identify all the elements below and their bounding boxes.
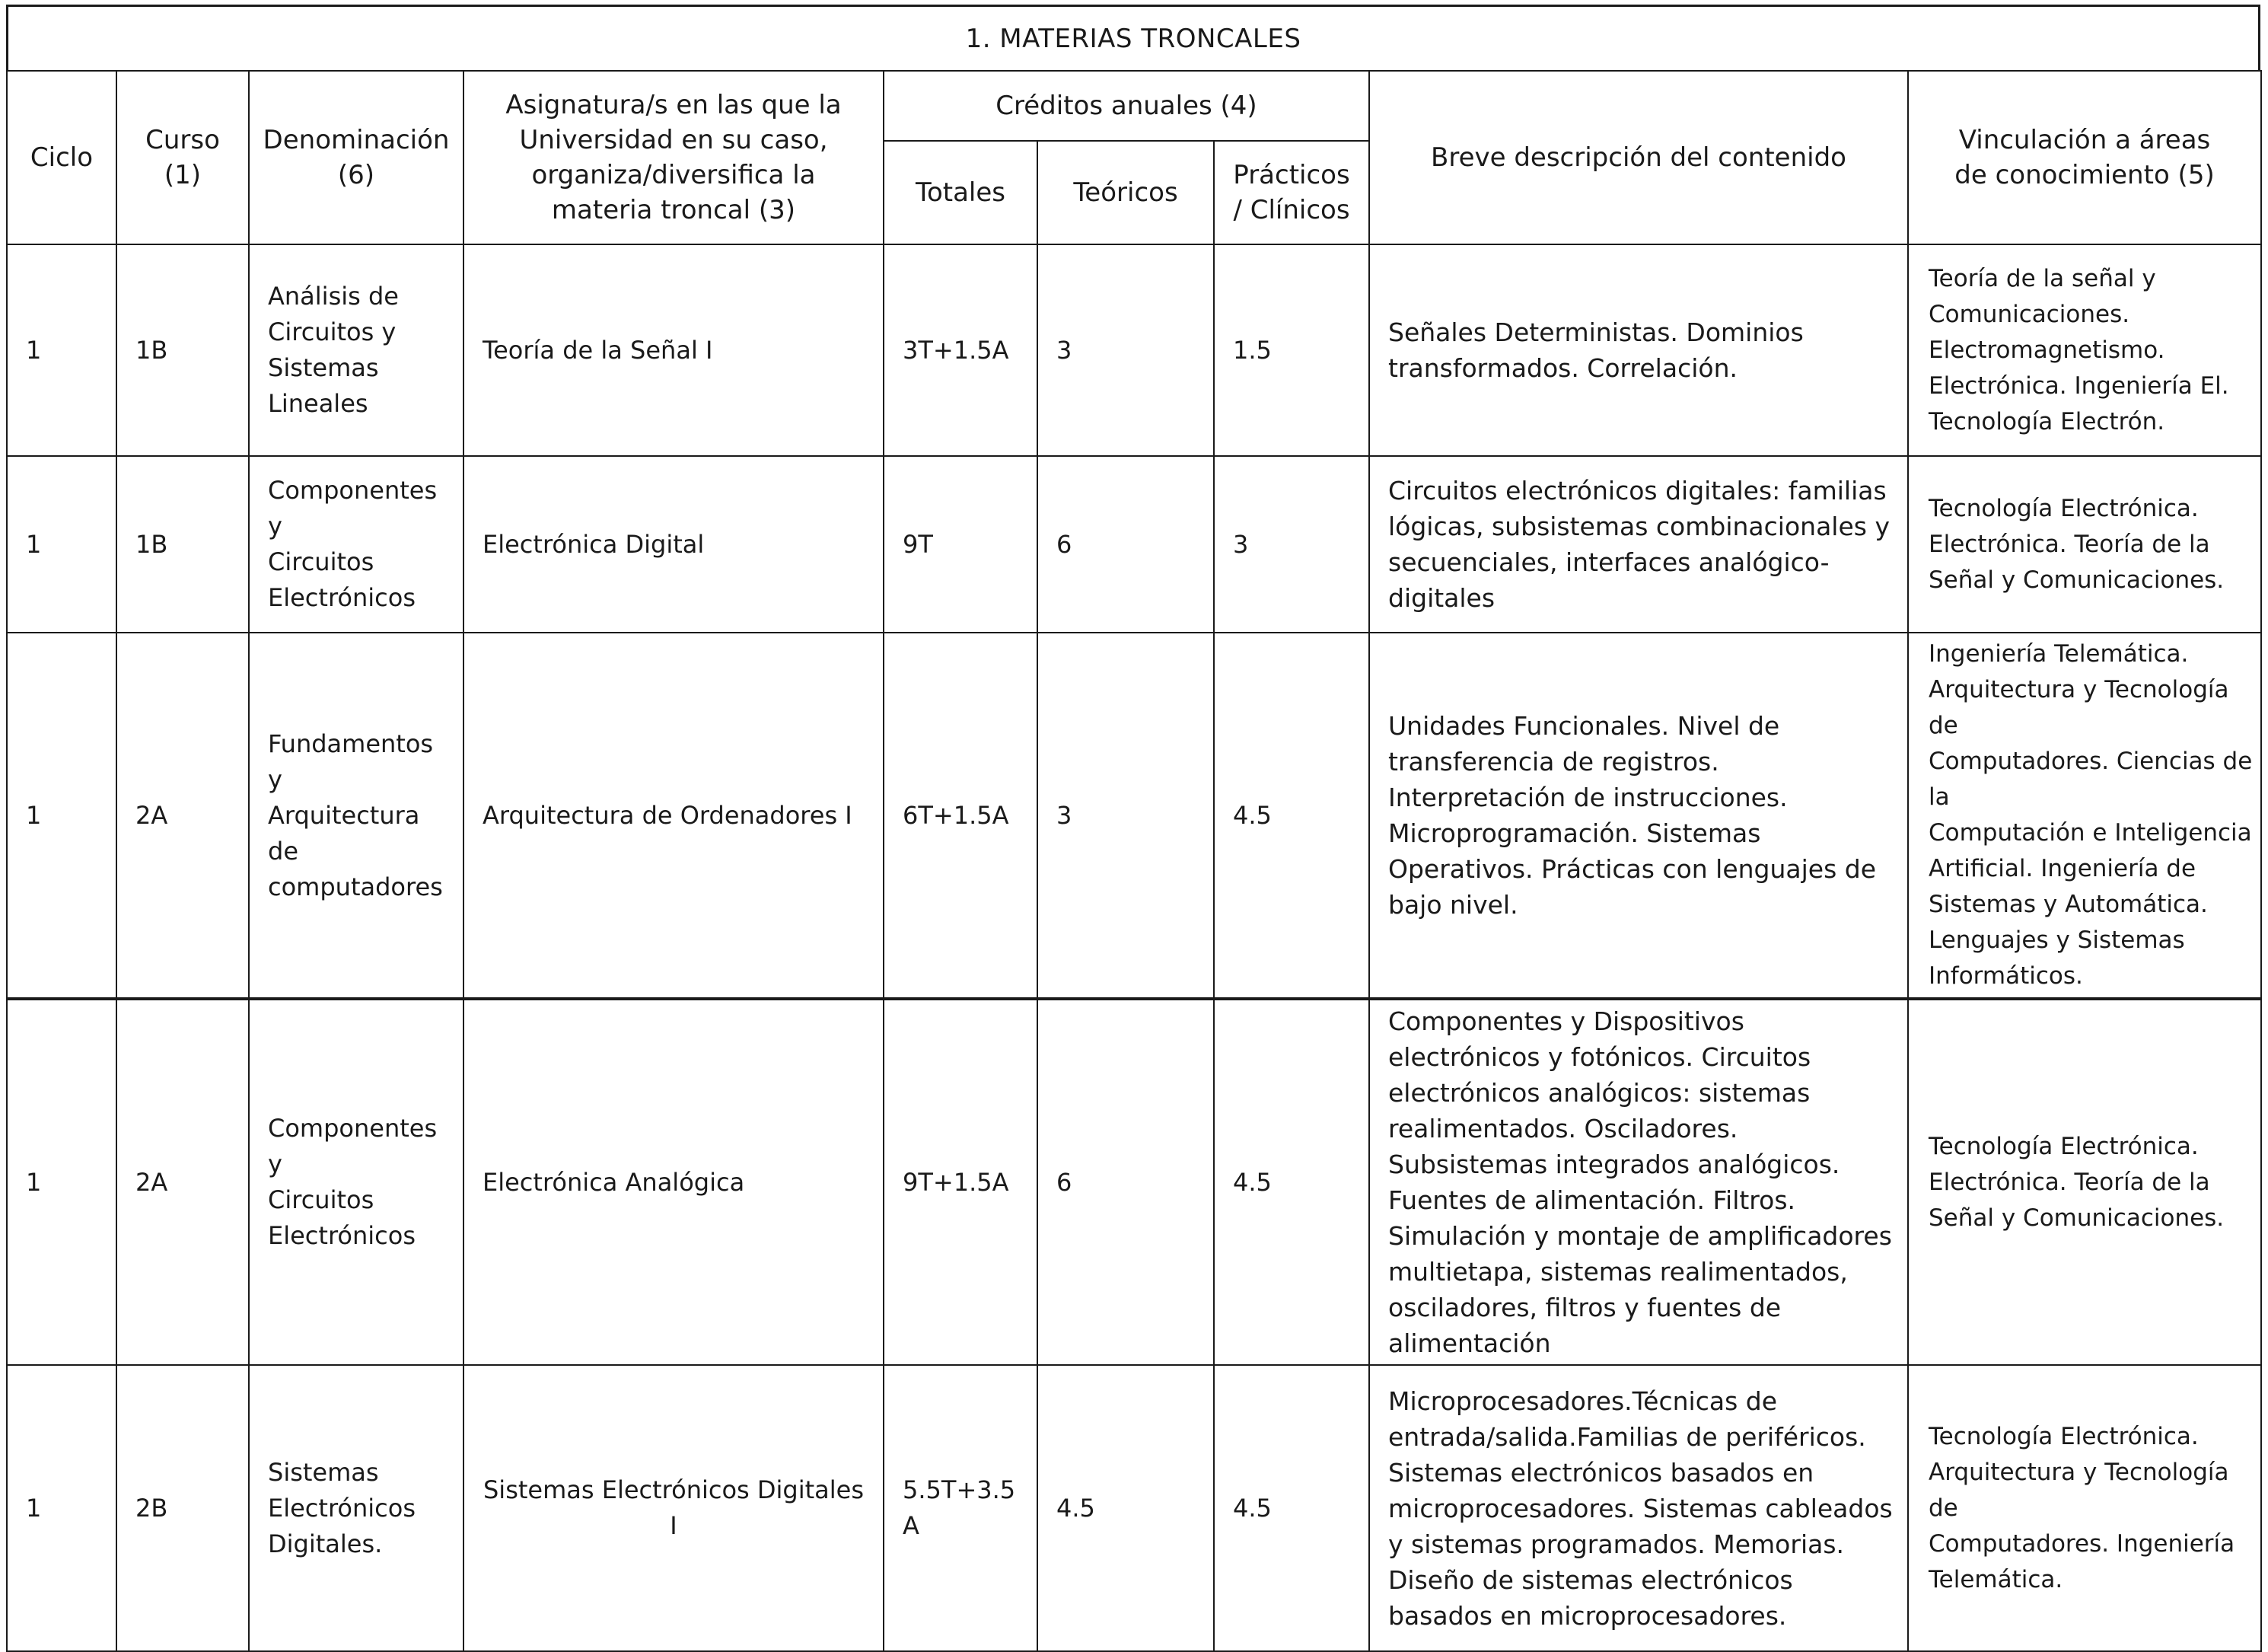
cell-teoricos: 3 (1037, 633, 1214, 999)
cell-practicos: 4.5 (1214, 1365, 1369, 1651)
cell-denominacion: Análisis de Circuitos y Sistemas Lineales (249, 244, 463, 456)
cell-asignatura: Sistemas Electrónicos Digitales I (463, 1365, 884, 1651)
cell-descripcion: Microprocesadores.Técnicas de entrada/salida.Familias de periféricos. Sistemas electrónicos basados en microprocesadores. Sistemas cableados y sistemas programados. Memorias. Diseño de sistemas electrónicos basados en microprocesadores. (1369, 1365, 1908, 1651)
header-denominacion: Denominación (6) (249, 71, 463, 244)
cell-vinculacion: Ingeniería Telemática. Arquitectura y Tecnología de Computadores. Ciencias de la Computación e Inteligencia Artificial. Ingeniería de Sistemas y Automática. Lenguajes y Sistemas Informáticos. (1908, 633, 2261, 999)
header-teoricos: Teóricos (1037, 141, 1214, 244)
cell-ciclo: 1 (7, 456, 116, 633)
cell-denominacion: Componentes y Circuitos Electrónicos (249, 999, 463, 1365)
cell-vinculacion: Tecnología Electrónica. Electrónica. Teoría de la Señal y Comunicaciones. (1908, 456, 2261, 633)
cell-descripcion: Unidades Funcionales. Nivel de transferencia de registros. Interpretación de instrucciones. Microprogramación. Sistemas Operativos. Prácticas con lenguajes de bajo nivel. (1369, 633, 1908, 999)
cell-teoricos: 6 (1037, 999, 1214, 1365)
header-creditos: Créditos anuales (4) (884, 71, 1369, 141)
table-row (7, 999, 2261, 1365)
header-curso: Curso (1) (116, 71, 249, 244)
table-row (7, 244, 2261, 456)
cell-curso: 2A (116, 999, 249, 1365)
cell-descripcion: Señales Deterministas. Dominios transformados. Correlación. (1369, 244, 1908, 456)
cell-vinculacion: Tecnología Electrónica. Arquitectura y Tecnología de Computadores. Ingeniería Telemática. (1908, 1365, 2261, 1651)
section-title: 1. MATERIAS TRONCALES (6, 5, 2260, 70)
cell-totales: 9T+1.5A (884, 999, 1037, 1365)
cell-practicos: 4.5 (1214, 999, 1369, 1365)
cell-curso: 2B (116, 1365, 249, 1651)
header-totales: Totales (884, 141, 1037, 244)
cell-practicos: 1.5 (1214, 244, 1369, 456)
cell-ciclo: 1 (7, 244, 116, 456)
materias-table (6, 70, 2262, 1652)
cell-practicos: 4.5 (1214, 633, 1369, 999)
cell-teoricos: 4.5 (1037, 1365, 1214, 1651)
cell-teoricos: 3 (1037, 244, 1214, 456)
header-vinculacion: Vinculación a áreas de conocimiento (5) (1908, 71, 2261, 244)
cell-totales: 9T (884, 456, 1037, 633)
cell-vinculacion: Teoría de la señal y Comunicaciones. Electromagnetismo. Electrónica. Ingeniería El. Tecnología Electrón. (1908, 244, 2261, 456)
cell-denominacion: Sistemas Electrónicos Digitales. (249, 1365, 463, 1651)
cell-vinculacion: Tecnología Electrónica. Electrónica. Teoría de la Señal y Comunicaciones. (1908, 999, 2261, 1365)
cell-asignatura: Electrónica Digital (463, 456, 884, 633)
cell-asignatura: Teoría de la Señal I (463, 244, 884, 456)
header-ciclo: Ciclo (7, 71, 116, 244)
cell-ciclo: 1 (7, 633, 116, 999)
cell-curso: 2A (116, 633, 249, 999)
cell-asignatura: Electrónica Analógica (463, 999, 884, 1365)
table-row (7, 1365, 2261, 1651)
header-practicos: Prácticos / Clínicos (1214, 141, 1369, 244)
cell-curso: 1B (116, 244, 249, 456)
cell-denominacion: Componentes y Circuitos Electrónicos (249, 456, 463, 633)
table-row (7, 456, 2261, 633)
document-sheet (6, 5, 2260, 1652)
cell-ciclo: 1 (7, 1365, 116, 1651)
cell-totales: 5.5T+3.5 A (884, 1365, 1037, 1651)
cell-ciclo: 1 (7, 999, 116, 1365)
table-row (7, 633, 2261, 999)
cell-teoricos: 6 (1037, 456, 1214, 633)
header-row-1 (7, 71, 2261, 141)
cell-denominacion: Fundamentos y Arquitectura de computadores (249, 633, 463, 999)
cell-descripcion: Componentes y Dispositivos electrónicos y fotónicos. Circuitos electrónicos analógicos: sistemas realimentados. Osciladores. Subsistemas integrados analógicos. Fuentes de alimentación. Filtros. Simulación y montaje de amplificadores multietapa, sistemas realimentados, osciladores, filtros y fuentes de alimentación (1369, 999, 1908, 1365)
cell-descripcion: Circuitos electrónicos digitales: familias lógicas, subsistemas combinacionales y secuenciales, interfaces analógico-digitales (1369, 456, 1908, 633)
cell-totales: 3T+1.5A (884, 244, 1037, 456)
cell-totales: 6T+1.5A (884, 633, 1037, 999)
cell-practicos: 3 (1214, 456, 1369, 633)
header-asignatura: Asignatura/s en las que la Universidad en su caso, organiza/diversifica la materia troncal (3) (463, 71, 884, 244)
header-descripcion: Breve descripción del contenido (1369, 71, 1908, 244)
cell-curso: 1B (116, 456, 249, 633)
cell-asignatura: Arquitectura de Ordenadores I (463, 633, 884, 999)
